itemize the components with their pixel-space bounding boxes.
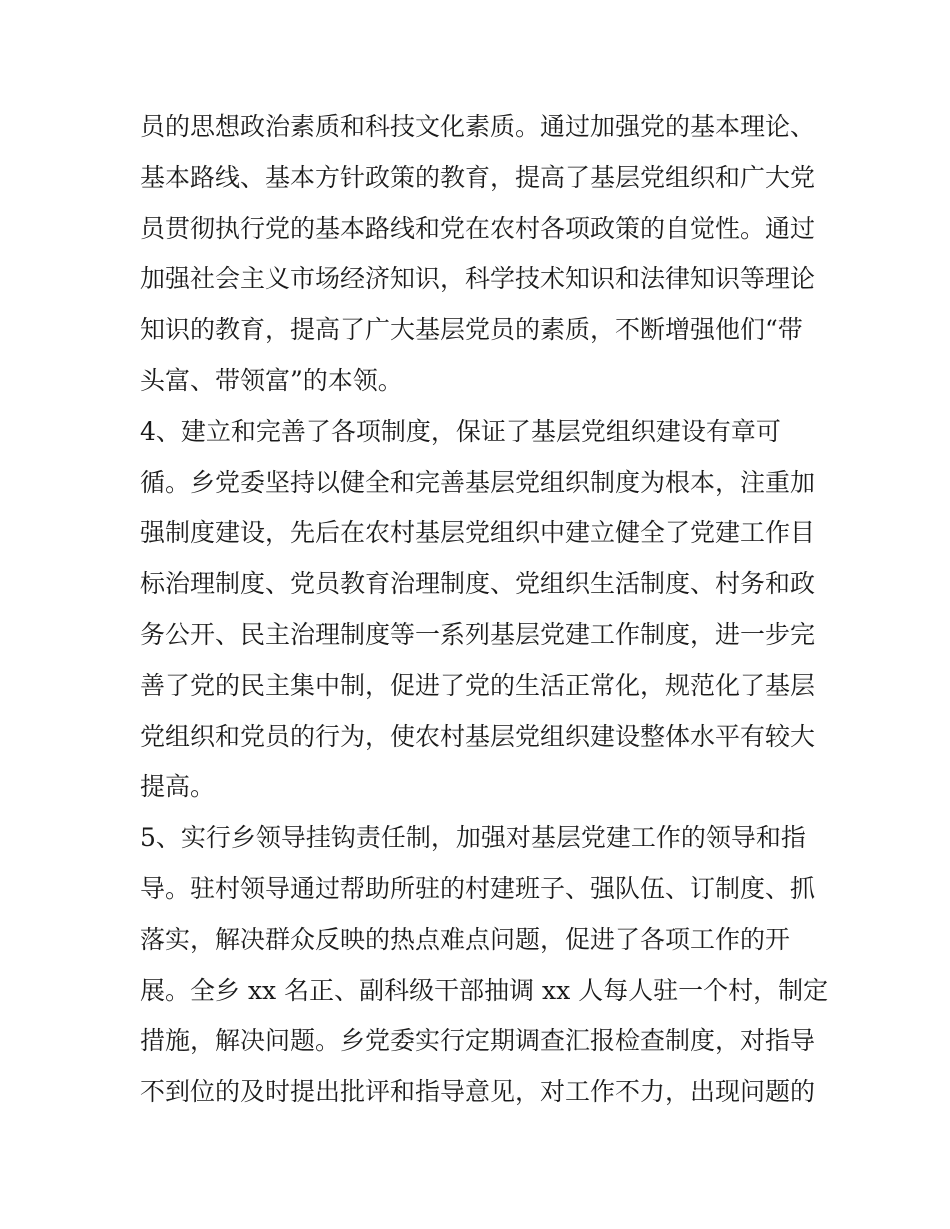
body-text bbox=[140, 102, 830, 1118]
text-line: 善了党的民主集中制，促进了党的生活正常化，规范化了基层 bbox=[140, 670, 816, 700]
text-line: 加强社会主义市场经济知识，科学技术知识和法律知识等理论 bbox=[140, 264, 816, 294]
section-4-heading-line: 4、建立和完善了各项制度，保证了基层党组织建设有章可 bbox=[140, 416, 781, 446]
text-line: 提高。 bbox=[140, 772, 216, 802]
text-line: 落实，解决群众反映的热点难点问题，促进了各项工作的开 bbox=[140, 924, 791, 954]
text-line: 知识的教育，提高了广大基层党员的素质，不断增强他们“带 bbox=[140, 315, 803, 345]
text-line: 员的思想政治素质和科技文化素质。通过加强党的基本理论、 bbox=[140, 112, 816, 141]
text-line: 循。乡党委坚持以健全和完善基层党组织制度为根本，注重加 bbox=[140, 467, 816, 497]
text-line: 基本路线、基本方针政策的教育，提高了基层党组织和广大党 bbox=[140, 162, 816, 192]
text-line: 展。全乡 xx 名正、副科级干部抽调 xx 人每人驻一个村，制定 bbox=[140, 975, 829, 1005]
text-line: 强制度建设，先后在农村基层党组织中建立健全了党建工作目 bbox=[140, 518, 816, 548]
text-line: 措施，解决问题。乡党委实行定期调查汇报检查制度，对指导 bbox=[140, 1026, 816, 1056]
text-line: 党组织和党员的行为，使农村基层党组织建设整体水平有较大 bbox=[140, 721, 816, 751]
text-line: 员贯彻执行党的基本路线和党在农村各项政策的自觉性。通过 bbox=[140, 213, 816, 243]
text-line: 务公开、民主治理制度等一系列基层党建工作制度，进一步完 bbox=[140, 619, 816, 649]
section-5-heading-line: 5、实行乡领导挂钩责任制，加强对基层党建工作的领导和指 bbox=[140, 823, 806, 853]
text-line: 头富、带领富”的本领。 bbox=[140, 365, 403, 395]
text-line: 不到位的及时提出批评和指导意见，对工作不力，出现问题的 bbox=[140, 1077, 816, 1107]
text-line: 导。驻村领导通过帮助所驻的村建班子、强队伍、订制度、抓 bbox=[140, 873, 816, 903]
text-line: 标治理制度、党员教育治理制度、党组织生活制度、村务和政 bbox=[140, 569, 816, 599]
